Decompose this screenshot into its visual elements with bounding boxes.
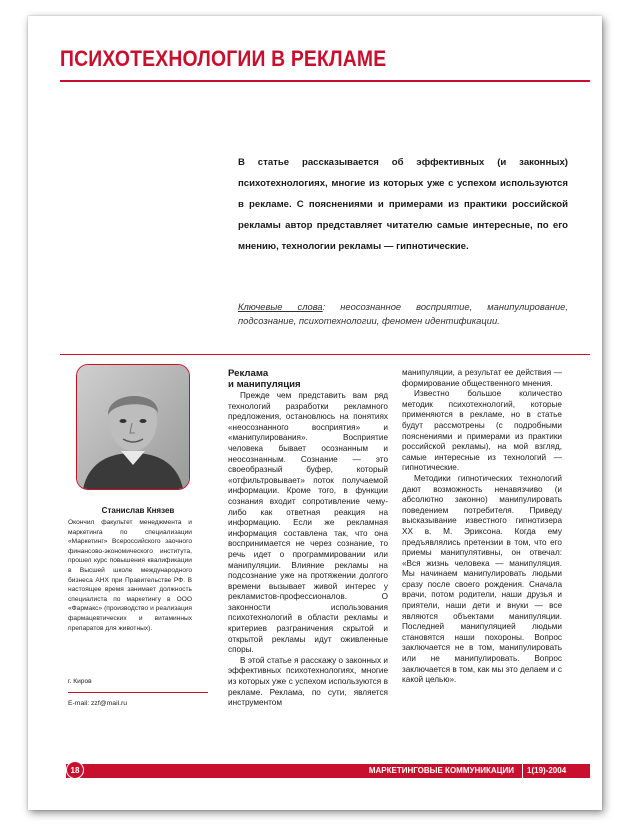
article-title: ПСИХОТЕХНОЛОГИИ В РЕКЛАМЕ bbox=[60, 46, 387, 71]
author-email: E-mail: zzf@mail.ru bbox=[68, 700, 128, 707]
paragraph: Методики гипнотических технологий дают возможность ненавязчиво (и абсолютно законно) манипулировать поведением потребителя. Приведу высказывание известного гипнотизера XX в. М. Эриксона. Когда ему предъявлялись претензии в том, что его приемы манипулятивны, он отвечал: «Вся жизнь человека — манипуляция. Мы начинаем манипулировать людьми сразу после своего рождения. Сначала врачи, потом родители, наши друзья и приятели, наши дети и внуки — все являются объектами манипуляции. Последней манипуляцией людьми становятся наши похороны. Вопрос заключается не в том, манипулировать или не манипулировать. Вопрос заключается в том, как мы это делаем и с какой целью». bbox=[402, 473, 562, 685]
page-number: 18 bbox=[66, 761, 84, 779]
paragraph: Прежде чем представить вам ряд технологий разработки рекламного предложения, остановлюсь на понятиях «неосознанного восприятия» и «манипулирования». Восприятие человека бывает осознанным и неосознанным. Сознание — это своеобразный буфер, который «отфильтровывает» поток получаемой информации. Кроме того, в функции сознания входит сопротивление чему-либо как ответная реакция на информацию. Если же рекламная информация составлена так, что она воспринимается не через сознание, то речь идет о программировании или манипуляции. Влияние рекламы на подсознание уже на протяжении долгого времени вызывает живой интерес у рекламистов-профессионалов. О законности использования психотехнологий в области рекламы и критериев разграничения скрытой и открытой рекламы идут оживленные споры. bbox=[228, 391, 388, 655]
body-column-1 bbox=[228, 368, 388, 709]
keywords-label: Ключевые слова bbox=[238, 301, 323, 312]
article-abstract: В статье рассказывается об эффективных (и законных) психотехнологиях, многие из которых уже с успехом используются в рекламе. С пояснениями и примерами из практики российской рекламы автор представляет читателю самые интересные, по его мнению, технологии рекламы — гипнотические. bbox=[238, 157, 568, 252]
author-portrait-image bbox=[77, 365, 189, 489]
author-city: г. Киров bbox=[68, 678, 92, 685]
author-name: Станислав Князев bbox=[101, 506, 175, 515]
section-heading-line-2: и манипуляция bbox=[228, 379, 301, 390]
author-divider bbox=[68, 692, 208, 693]
journal-name: МАРКЕТИНГОВЫЕ КОММУНИКАЦИИ bbox=[368, 766, 514, 775]
section-heading bbox=[228, 368, 388, 390]
journal-page bbox=[28, 16, 602, 810]
issue-number: 1(19)-2004 bbox=[522, 764, 570, 778]
body-column-2 bbox=[402, 368, 562, 686]
paragraph: манипуляции, а результат ее действия — формирование общественного мнения. bbox=[402, 368, 562, 388]
keywords-text: : неосознанное восприятие, манипулирование, подсознание, психотехнологии, феномен идентификации. bbox=[238, 301, 568, 326]
author-photo bbox=[76, 364, 190, 490]
section-divider bbox=[60, 354, 590, 355]
article-keywords bbox=[238, 300, 568, 328]
paragraph: В этой статье я расскажу о законных и эффективных психотехнологиях, многие из которых уже с успехом используются в рекламе. Реклама, по сути, является инструментом bbox=[228, 655, 388, 708]
paragraph: Известно большое количество методик психотехнологий, которые применяются в рекламе, но в статье будут рассмотрены (с подробными пояснениями и примерами из практики российской рекламы), на мой взгляд, самые интересные из технологий — гипнотические. bbox=[402, 389, 562, 473]
author-bio: Окончил факультет менеджмента и маркетинга по специализации «Маркетинг» Всероссийского заочного финансово-экономического института, прошел курс повышения квалификации в Высшей школе международного бизнеса АНХ при Правительстве РФ. В настоящее время занимает должность специалиста по маркетингу в ООО «Фармакс» (производство и реализация фармацевтических и витаминных препаратов для животных). bbox=[68, 519, 192, 632]
section-heading-line-1: Реклама bbox=[228, 368, 269, 379]
title-divider bbox=[60, 80, 590, 82]
